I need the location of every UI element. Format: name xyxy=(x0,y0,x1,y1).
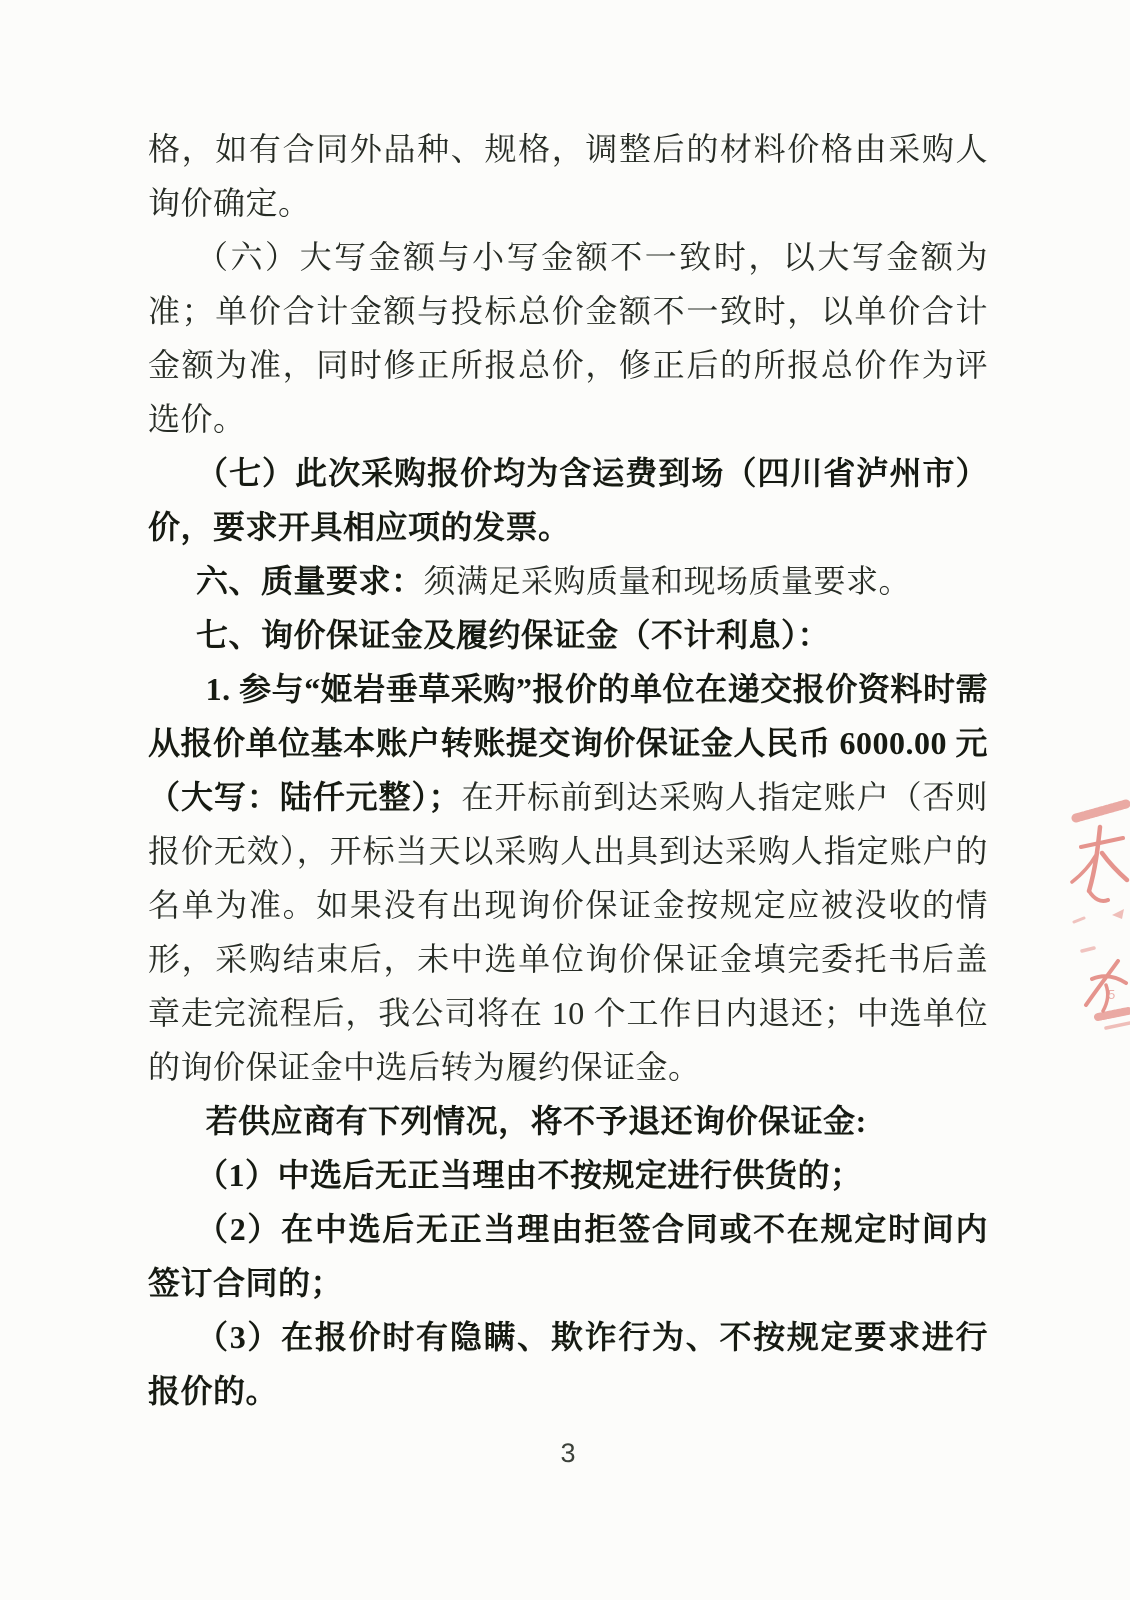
paragraph-deposit-item-1 xyxy=(148,662,988,1094)
paragraph-text: 须满足采购质量和现场质量要求。 xyxy=(423,563,912,599)
paragraph-text-bold: 1. 参与“姬岩垂草采购”报价的单位在递交报价资料时需从报价单位基本账户转账提交询价保证金人民币 6000.00 元（大写：陆仟元整）； xyxy=(148,671,988,815)
paragraph-forfeit-case-3 xyxy=(148,1310,988,1418)
svg-text:5: 5 xyxy=(1108,987,1116,1002)
paragraph-continuation xyxy=(148,122,988,230)
paragraph-forfeit-case-1 xyxy=(148,1148,988,1202)
paragraph-text: （3）在报价时有隐瞒、欺诈行为、不按规定要求进行报价的。 xyxy=(148,1319,988,1409)
paragraph-deposit-heading xyxy=(148,608,988,662)
paragraph-heading: 七、询价保证金及履约保证金（不计利息）： xyxy=(196,617,831,653)
red-seal-stamp-icon xyxy=(1038,795,1130,1030)
paragraph-clause-6 xyxy=(148,230,988,446)
document-text-block xyxy=(148,122,988,1418)
paragraph-text: 若供应商有下列情况，将不予退还询价保证金: xyxy=(205,1103,867,1139)
page-number: 3 xyxy=(560,1438,576,1468)
paragraph-forfeit-case-2 xyxy=(148,1202,988,1310)
paragraph-text: （七）此次采购报价均为含运费到场（四川省泸州市）价，要求开具相应项的发票。 xyxy=(148,455,988,545)
paragraph-quality-requirements xyxy=(148,554,988,608)
paragraph-text: 格，如有合同外品种、规格，调整后的材料价格由采购人询价确定。 xyxy=(148,131,988,221)
paragraph-text: 在开标前到达采购人指定账户（否则报价无效），开标当天以采购人出具到达采购人指定账户的名单为准。如果没有出现询价保证金按规定应被没收的情形，采购结束后，未中选单位询价保证金填完委托书后盖章走完流程后，我公司将在 10 个工作日内退还；中选单位的询价保证金中选后转为履约保证金。 xyxy=(148,779,988,1085)
paragraph-heading: 六、质量要求： xyxy=(196,563,424,599)
paragraph-text: （六）大写金额与小写金额不一致时，以大写金额为准；单价合计金额与投标总价金额不一致时，以单价合计金额为准，同时修正所报总价，修正后的所报总价作为评选价。 xyxy=(148,239,988,437)
paragraph-forfeit-intro xyxy=(148,1094,988,1148)
paragraph-text: （1）中选后无正当理由不按规定进行供货的； xyxy=(196,1157,863,1193)
paragraph-text: （2）在中选后无正当理由拒签合同或不在规定时间内签订合同的； xyxy=(148,1211,988,1301)
paragraph-clause-7 xyxy=(148,446,988,554)
